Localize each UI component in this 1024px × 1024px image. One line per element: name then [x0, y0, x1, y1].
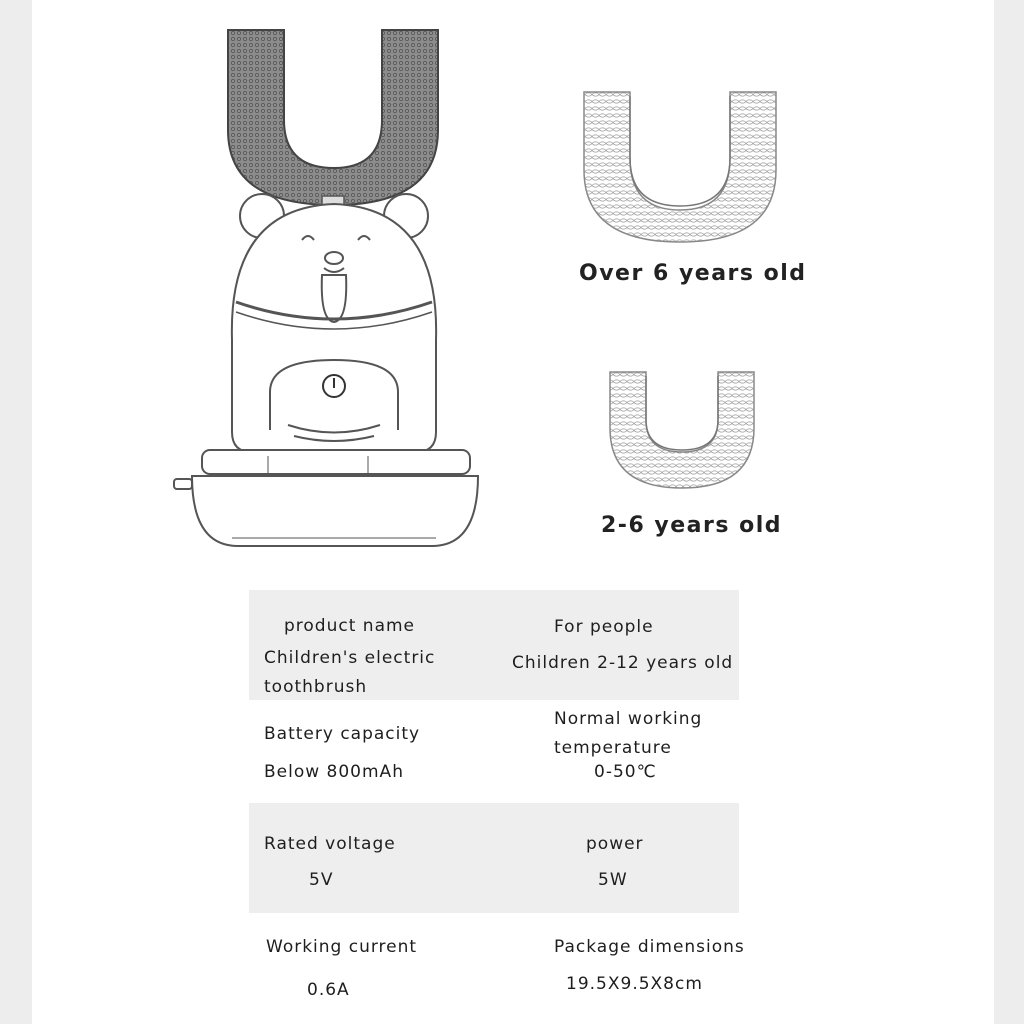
spec-value: Below 800mAh [264, 762, 404, 782]
charging-base-icon [174, 450, 478, 546]
power-icon [323, 375, 345, 397]
spec-label: Working current [266, 937, 418, 957]
variant-label-over-6: Over 6 years old [579, 261, 807, 286]
spec-row [249, 916, 745, 1016]
spec-value: Children 2-12 years old [512, 653, 734, 673]
spec-value: toothbrush [264, 677, 368, 697]
variant-label-2-6: 2-6 years old [601, 513, 783, 538]
brush-head-small-icon [610, 372, 754, 488]
product-spec-page [32, 0, 994, 1024]
spec-label: Package dimensions [554, 937, 745, 957]
spec-value: Children's electric [264, 648, 436, 668]
brush-head-large-icon [584, 92, 776, 242]
spec-label: Rated voltage [264, 834, 396, 854]
spec-label: temperature [554, 738, 672, 758]
spec-label: For people [554, 617, 654, 637]
spec-label: Battery capacity [264, 724, 421, 744]
spec-row [249, 803, 739, 913]
toothbrush-head-icon [228, 30, 438, 210]
spec-label: product name [284, 616, 415, 636]
spec-value: 0.6A [307, 980, 350, 1000]
bear-body-icon [232, 194, 436, 452]
spec-value: 19.5X9.5X8cm [566, 974, 703, 994]
spec-row [249, 590, 739, 700]
spec-label: power [586, 834, 644, 854]
spec-value: 0-50℃ [594, 762, 657, 782]
spec-value: 5V [309, 870, 334, 890]
spec-value: 5W [598, 870, 628, 890]
spec-row [249, 702, 739, 800]
spec-label: Normal working [554, 709, 703, 729]
product-illustration [32, 0, 994, 580]
